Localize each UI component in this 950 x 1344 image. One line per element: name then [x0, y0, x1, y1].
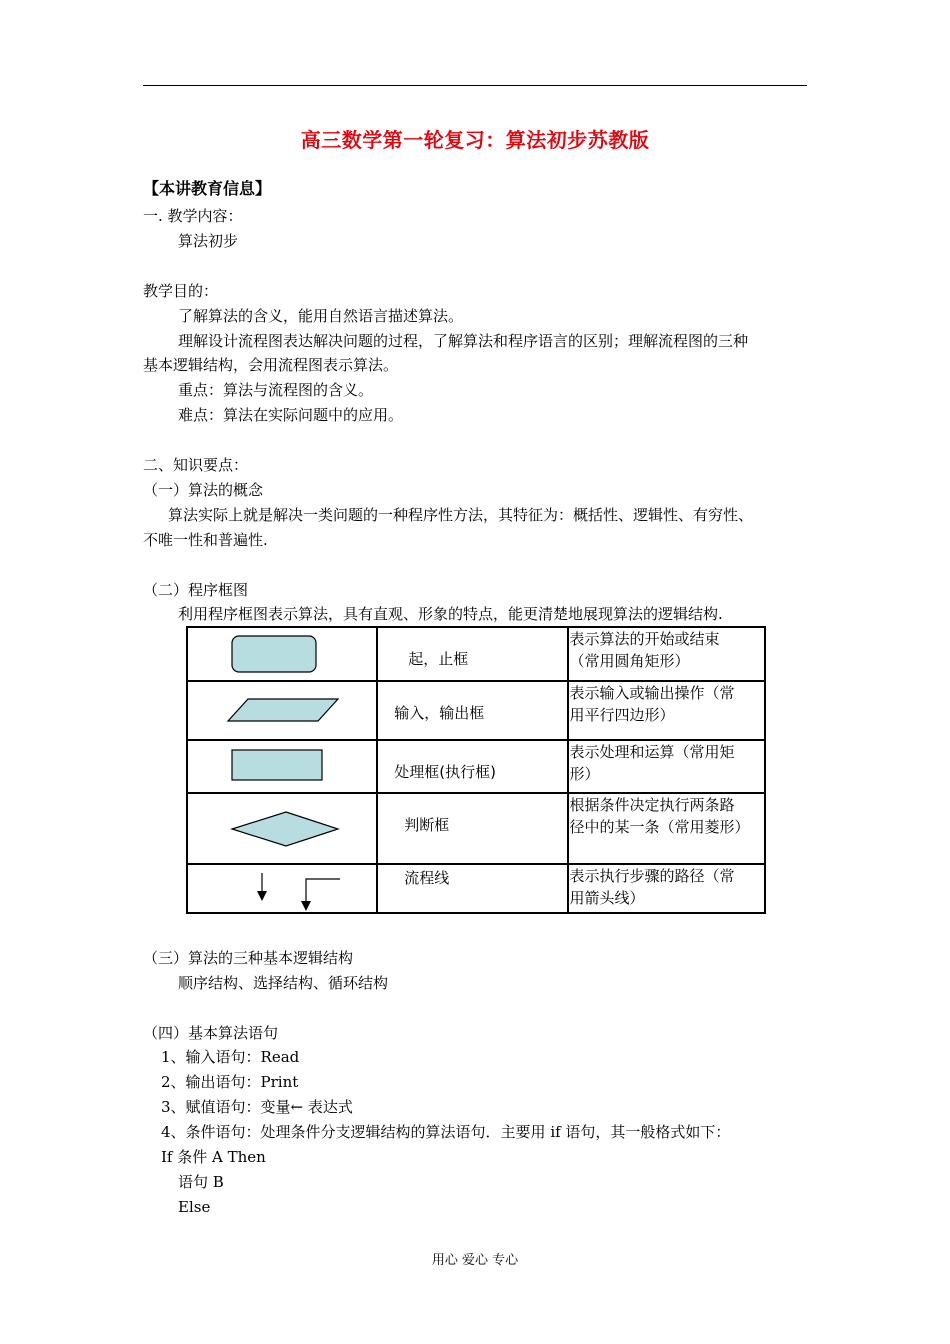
- symbol-desc: 表示算法的开始或结束: [569, 630, 720, 648]
- sub3-text: 顺序结构、选择结构、循环结构: [178, 974, 389, 992]
- desc-cell: [568, 793, 766, 864]
- page-footer: 用心 爱心 专心: [431, 1253, 519, 1268]
- goal-2a: 理解设计流程图表达解决问题的过程，了解算法和程序语言的区别；理解流程图的三种: [178, 332, 749, 350]
- content-label: 一. 教学内容：: [143, 207, 243, 225]
- content-value: 算法初步: [178, 232, 239, 250]
- knowledge-label: 二、知识要点：: [143, 456, 249, 474]
- goal-2b: 基本逻辑结构，会用流程图表示算法。: [143, 356, 399, 374]
- desc-cell: [568, 740, 766, 793]
- symbol-name: 流程线: [404, 869, 450, 887]
- sub1-heading: （一）算法的概念: [143, 481, 264, 499]
- sub2-text: 利用程序框图表示算法，具有直观、形象的特点，能更清楚地展现算法的逻辑结构.: [178, 605, 723, 623]
- code-line-if: If 条件 A Then: [161, 1148, 266, 1166]
- rectangle-icon: [230, 748, 326, 782]
- symbol-desc: 表示执行步骤的路径（常: [569, 867, 735, 885]
- table-row: [187, 681, 765, 740]
- shape-cell: [187, 627, 377, 681]
- symbol-desc: 形）: [569, 765, 600, 783]
- table-row: [187, 793, 765, 864]
- sub1-text-a: 算法实际上就是解决一类问题的一种程序性方法，其特征为：概括性、逻辑性、有穷性、: [168, 506, 754, 524]
- symbol-name: 输入，输出框: [394, 704, 485, 722]
- shape-cell: [187, 864, 377, 913]
- flow-arrow-icon: [248, 871, 348, 911]
- name-cell: [377, 627, 567, 681]
- symbol-desc: 表示输入或输出操作（常: [569, 684, 735, 702]
- section-heading: 【本讲教育信息】: [143, 179, 272, 198]
- key-point: 重点：算法与流程图的含义。: [178, 381, 374, 399]
- symbol-name: 起，止框: [408, 650, 469, 668]
- symbol-name: 处理框(执行框): [394, 763, 496, 781]
- statement-output: 2、输出语句：Print: [161, 1073, 299, 1091]
- table-row: [187, 740, 765, 793]
- difficult-point: 难点：算法在实际问题中的应用。: [178, 406, 404, 424]
- symbol-desc: 径中的某一条（常用菱形）: [569, 818, 750, 836]
- header-rule: [143, 85, 807, 86]
- desc-cell: [568, 864, 766, 913]
- shape-cell: [187, 740, 377, 793]
- diamond-icon: [230, 810, 342, 848]
- name-cell: [377, 740, 567, 793]
- name-cell: [377, 864, 567, 913]
- code-line-else: Else: [178, 1198, 211, 1216]
- shape-cell: [187, 681, 377, 740]
- sub4-heading: （四）基本算法语句: [143, 1024, 279, 1042]
- parallelogram-icon: [226, 697, 342, 725]
- goal-1: 了解算法的含义，能用自然语言描述算法。: [178, 307, 464, 325]
- name-cell: [377, 793, 567, 864]
- statement-condition: 4、条件语句：处理条件分支逻辑结构的算法语句．主要用 if 语句，其一般格式如下：: [161, 1123, 731, 1141]
- desc-cell: [568, 627, 766, 681]
- desc-cell: [568, 681, 766, 740]
- flowchart-symbol-table: [186, 626, 766, 914]
- statement-input: 1、输入语句：Read: [161, 1048, 300, 1066]
- symbol-desc: 用平行四边形）: [569, 706, 675, 724]
- sub2-heading: （二）程序框图: [143, 581, 249, 599]
- sub3-heading: （三）算法的三种基本逻辑结构: [143, 949, 354, 967]
- statement-assign: 3、赋值语句：变量← 表达式: [161, 1098, 353, 1116]
- table-row: [187, 864, 765, 913]
- shape-cell: [187, 793, 377, 864]
- symbol-desc: 根据条件决定执行两条路: [569, 796, 735, 814]
- code-line-statement-b: 语句 B: [178, 1173, 224, 1191]
- name-cell: [377, 681, 567, 740]
- rounded-rectangle-icon: [230, 634, 320, 674]
- symbol-desc: 用箭头线）: [569, 889, 645, 907]
- symbol-desc: 表示处理和运算（常用矩: [569, 743, 735, 761]
- goals-label: 教学目的：: [143, 282, 219, 300]
- sub1-text-b: 不唯一性和普遍性.: [143, 531, 268, 549]
- symbol-name: 判断框: [404, 816, 450, 834]
- table-row: [187, 627, 765, 681]
- page-title: 高三数学第一轮复习：算法初步苏教版: [300, 128, 650, 152]
- symbol-desc: （常用圆角矩形）: [569, 652, 690, 670]
